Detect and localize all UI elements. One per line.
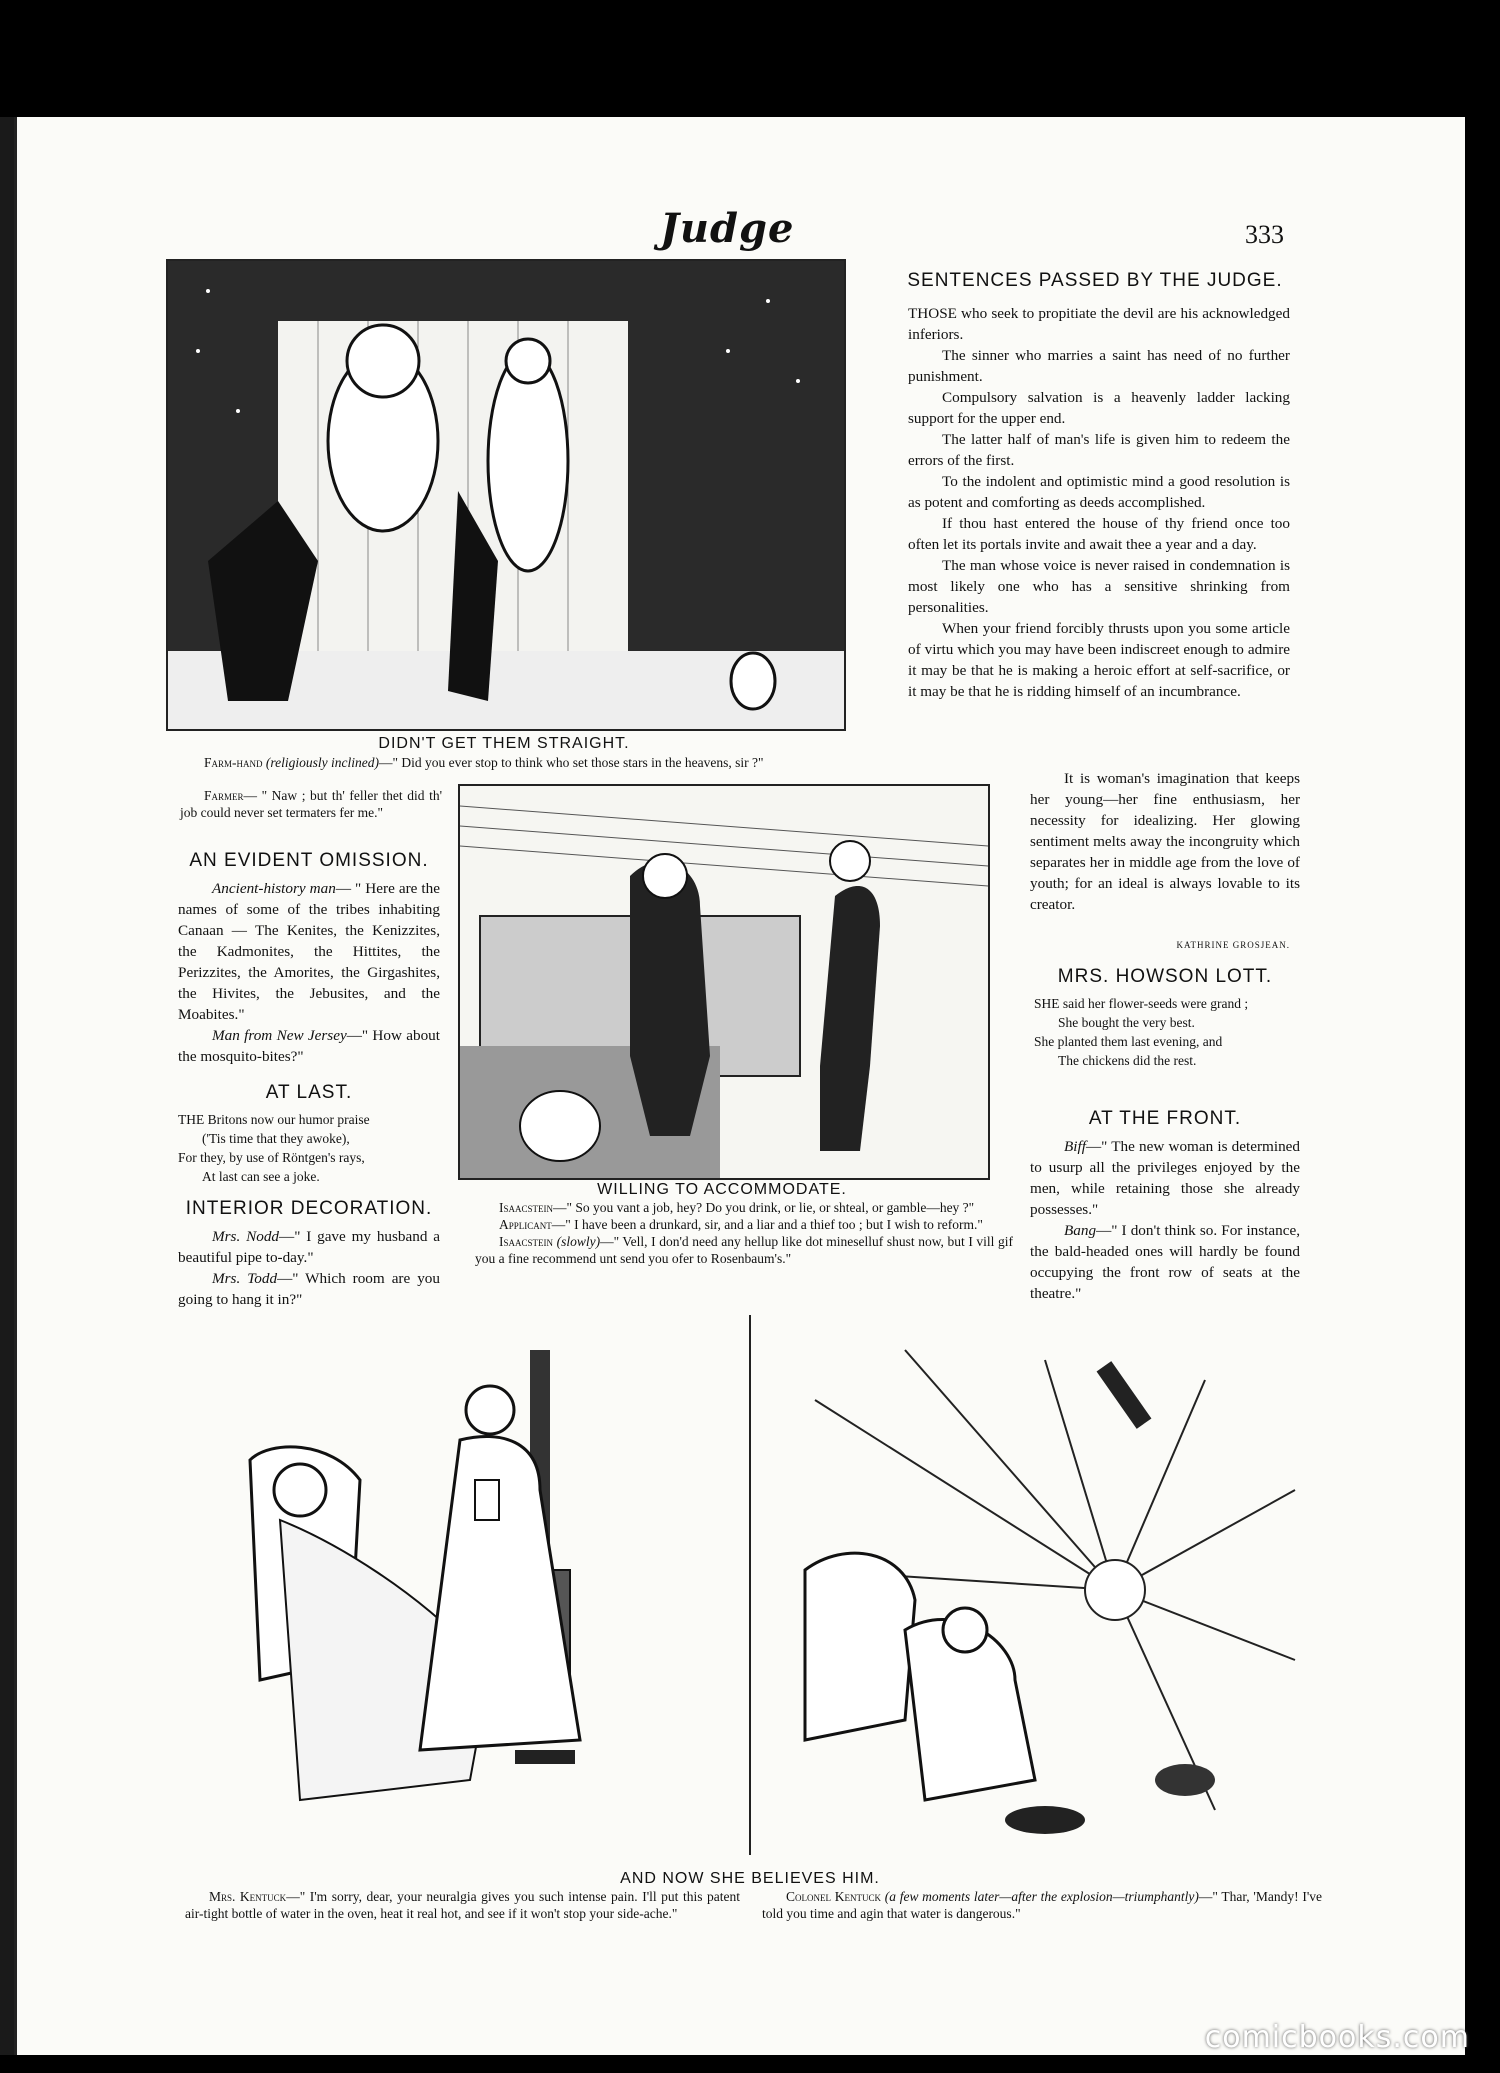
speaker-isaacstein: Isaacstein [499,1234,553,1249]
speaker-mrs-kentuck: Mrs. Kentuck [209,1889,287,1904]
dialogue-line: —" How about the mosquito-bites?" [178,1027,440,1065]
speaker-farmhand: Farm-hand [204,755,263,770]
stage-direction: (slowly) [556,1234,601,1249]
illustration-woman-with-bottle [240,1340,710,1840]
howson-heading: MRS. HOWSON LOTT. [1057,966,1273,987]
page-number: 333 [1245,220,1284,249]
atlast-poem [178,1110,440,1186]
front-heading: AT THE FRONT. [1088,1108,1242,1129]
speaker-colonel-kentuck: Colonel Kentuck [786,1889,881,1904]
binding-spine [0,117,14,2055]
paragraph: The latter half of man's life is given him to redeem the errors of the first. [908,431,1290,469]
dialogue-line: —" Which room are you going to hang it in?" [178,1270,440,1308]
illustration-explosion [785,1340,1305,1860]
paragraph: The man whose voice is never raised in condemnation is most likely one who has a sensitive shrinking from personalities. [908,557,1290,616]
cartoon3-title: AND NOW SHE BELIEVES HIM. [620,1870,880,1887]
speaker: Man from New Jersey [212,1027,347,1044]
dialogue-line: —" Thar, 'Mandy! I've told you time and agin that water is dangerous." [762,1889,1322,1921]
dialogue-line: —" I gave my husband a beautiful pipe to-day." [178,1228,440,1266]
paragraph: The sinner who marries a saint has need of no further punishment. [908,347,1290,385]
cartoon1-dialogue-2 [180,787,442,821]
speaker-farmer: Farmer [204,788,244,803]
speaker: Ancient-history man [212,880,336,897]
poem-line: She bought the very best. [1058,1015,1195,1030]
poem-line: At last can see a joke. [202,1169,320,1184]
site-watermark: comicbooks.com [1204,2020,1470,2055]
cartoon2-title: WILLING TO ACCOMMODATE. [597,1181,847,1198]
poem-line: ('Tis time that they awoke), [202,1131,350,1146]
speaker-applicant: Applicant [499,1217,552,1232]
sentences-text-top [908,303,1290,702]
paragraph: To the indolent and optimistic mind a good resolution is as potent and comforting as deeds accomplished. [908,473,1290,511]
poem-line: SHE said her flower-seeds were grand ; [1034,996,1249,1011]
cartoon1-dialogue [180,754,860,771]
sentences-heading: SENTENCES PASSED BY THE JUDGE. [907,270,1283,291]
stage-direction: (religiously inclined) [265,755,379,770]
dialogue-line: —" I'm sorry, dear, your neuralgia gives you such intense pain. I'll put this patent air-tight bottle of water in the oven, heat it real hot, and see if it won't stop your side-ache." [185,1889,741,1921]
howson-poem [1034,994,1300,1070]
dialogue-line: —" The new woman is determined to usurp all the privileges enjoyed by the men, while retaining those she already possesses." [1030,1138,1300,1218]
omission-heading: AN EVIDENT OMISSION. [189,850,429,871]
masthead-title: Judge [660,205,795,252]
illustration-office-applicant [458,784,990,1180]
speaker: Mrs. Nodd [212,1228,280,1245]
interior-text [178,1226,440,1310]
poem-line: For they, by use of Röntgen's rays, [178,1150,365,1165]
poem-line: THE Britons now our humor praise [178,1112,370,1127]
poem-line: The chickens did the rest. [1058,1053,1197,1068]
paragraph: Compulsory salvation is a heavenly ladder lacking support for the upper end. [908,389,1290,427]
dialogue-line: — " Here are the names of some of the tribes inhabiting Canaan — The Kenites, the Kenizzites, the Kadmonites, the Hittites, the Perizzites, the Amorites, the Girgashites, the Hivites, the Jebusites, and the Moabites." [178,880,440,1023]
speaker: Mrs. Todd [212,1270,278,1287]
paragraph: When your friend forcibly thrusts upon you some article of virtu which you may have been indiscreet enough to admire it may be that he is making a heroic effort at self-sacrifice, or it may be that he is ridding himself of an incumbrance. [908,620,1290,700]
cartoon1-title: DIDN'T GET THEM STRAIGHT. [378,735,630,752]
dialogue-line: —" Did you ever stop to think who set those stars in the heavens, sir ?" [379,755,764,770]
speaker-isaacstein: Isaacstein [499,1200,553,1215]
omission-text [178,878,440,1067]
cartoon3-dialogue-left [185,1888,740,1922]
paragraph: If thou hast entered the house of thy friend once too often let its portals invite and await thee a year and a day. [908,515,1290,553]
illustration-farmhand-stars [166,259,846,731]
dialogue-line: —" I don't think so. For instance, the bald-headed ones will hardly be found occupying the front row of seats at the theatre." [1030,1222,1300,1302]
author-signature: KATHRINE GROSJEAN. [1176,940,1290,950]
interior-heading: INTERIOR DECORATION. [185,1198,433,1219]
dialogue-line: —" I have been a drunkard, sir, and a liar and a thief too ; but I wish to reform." [551,1217,983,1232]
front-text [1030,1136,1300,1304]
cartoon3-dialogue-right [762,1888,1322,1922]
sentences-text-narrow [1030,768,1300,915]
column-divider [749,1315,751,1855]
speaker: Bang [1064,1222,1097,1239]
dialogue-line: —" Vell, I don'd need any hellup like dot mineselluf shust now, but I vill gif you a fine recommend unt send you ofer to Rosenbaum's." [475,1234,1013,1266]
paragraph: THOSE who seek to propitiate the devil are his acknowledged inferiors. [908,305,1290,343]
poem-line: She planted them last evening, and [1034,1034,1223,1049]
stage-direction: (a few moments later—after the explosion—triumphantly) [884,1889,1199,1904]
paragraph: It is woman's imagination that keeps her young—her fine enthusiasm, her necessity for idealizing. Her glowing sentiment melts away the incongruity which separates her in middle age from the love of youth; for an ideal is always lovable to its creator. [1030,770,1300,913]
cartoon2-dialogue [475,1199,1013,1267]
speaker: Biff [1064,1138,1086,1155]
dialogue-line: —" So you vant a job, hey? Do you drink, or lie, or shteal, or gamble—hey ?" [553,1200,975,1215]
dialogue-line: — " Naw ; but th' feller thet did th' job could never set termaters fer me." [180,788,442,820]
atlast-heading: AT LAST. [265,1082,353,1103]
